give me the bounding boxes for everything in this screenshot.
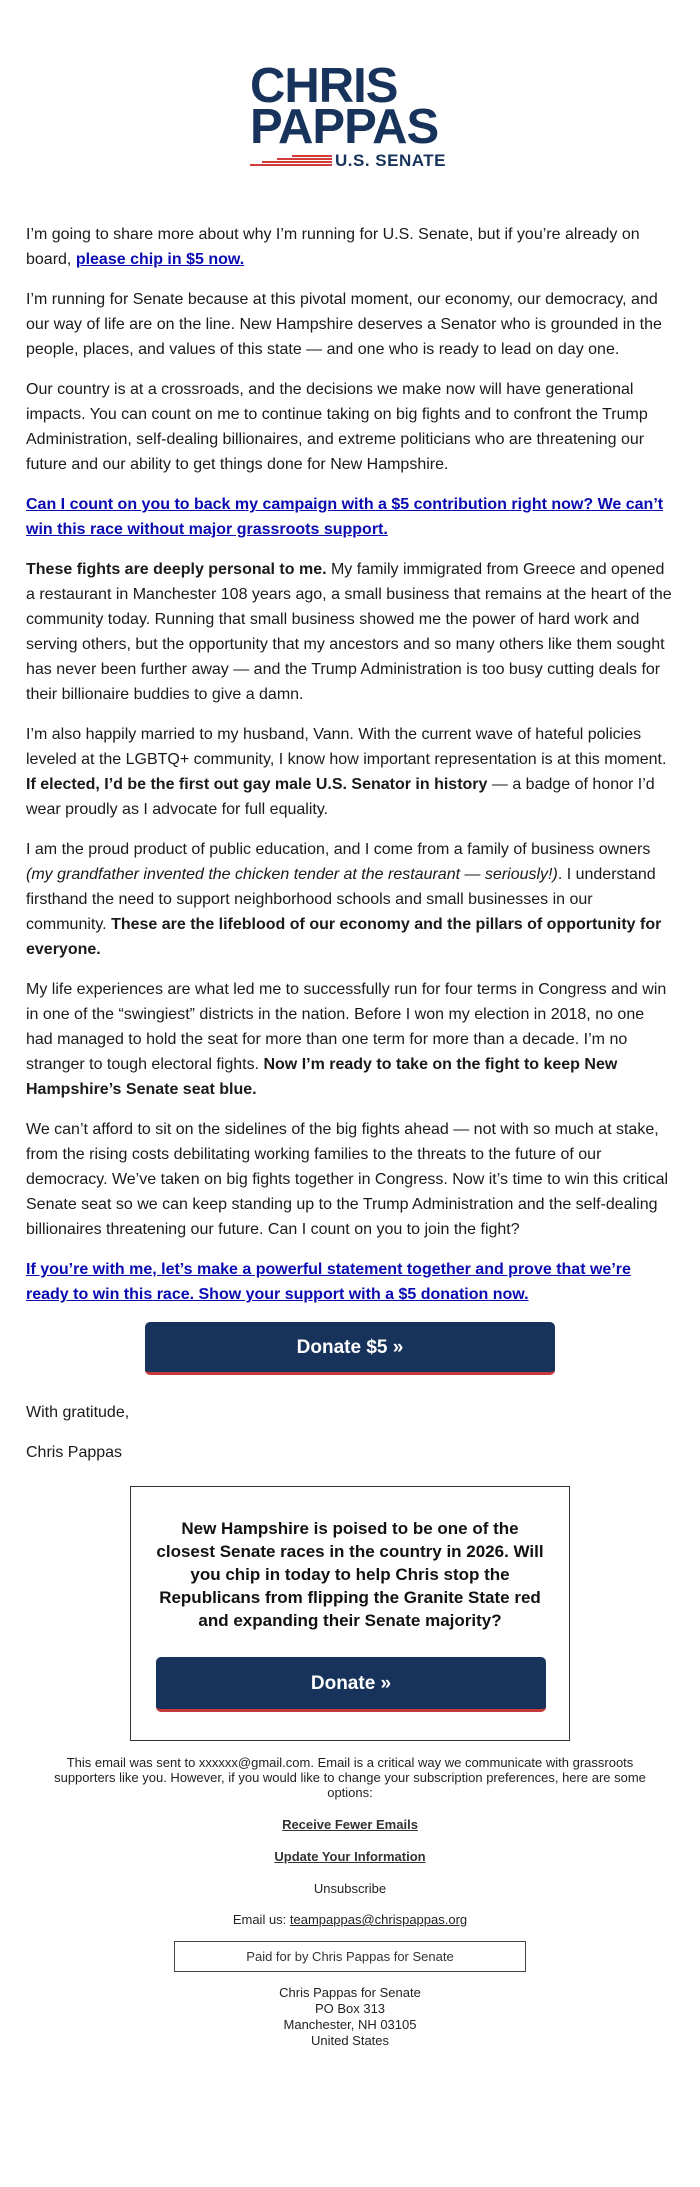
logo-last-name: PAPPAS — [250, 100, 439, 154]
address-country: United States — [310, 2033, 390, 2048]
paragraph-experience — [26, 977, 674, 1102]
unsubscribe-link[interactable]: Unsubscribe — [313, 1881, 387, 1896]
chip-in-link[interactable]: please chip in $5 now. — [75, 251, 245, 268]
footer-email — [0, 1912, 700, 1927]
cta-paragraph-2 — [26, 1257, 674, 1307]
campaign-logo[interactable] — [0, 0, 700, 178]
email-address-link[interactable]: teampappas@chrispappas.org — [289, 1912, 468, 1927]
receive-fewer-emails-link[interactable]: Receive Fewer Emails — [282, 1817, 418, 1832]
flag-stripes-icon — [250, 154, 332, 168]
cta-paragraph-1 — [26, 492, 674, 542]
family-text: My family immigrated from Greece and opened a restaurant in Manchester 108 years ago, a small business that remains at the heart of the community today. Running that small business showed me the power of hard work and serving others, but the opportunity that my ancestors and so many others like them sought has never been further away — and the Trump Administration is too busy cutting deals for their billionaire buddies to give a damn. — [26, 561, 672, 703]
paid-for-disclaimer: Paid for by Chris Pappas for Senate — [174, 1941, 526, 1972]
logo-first-name: CHRIS — [250, 59, 398, 113]
address-po-box: PO Box 313 — [314, 2001, 386, 2016]
paragraph-sidelines: We can’t afford to sit on the sidelines of the big fights ahead — not with so much at stake, from the rising costs debilitating working families to the threats to the future of our democracy. We’ve taken on big fights together in Congress. Now it’s time to win this critical Senate seat so we can keep standing up to the Trump Administration and the self-dealing billionaires threatening our future. Can I count on you to join the fight? — [26, 1121, 669, 1238]
paragraph-why-running: I’m running for Senate because at this pivotal moment, our economy, our democracy, and our way of life are on the line. New Hampshire deserves a Senator who is grounded in the people, places, and values of this state — and one who is ready to lead on day one. — [26, 291, 662, 358]
mailing-address — [0, 1985, 700, 2049]
husband-text-2: — a badge of honor I’d wear proudly as I advocate for full equality. — [26, 776, 655, 818]
donate-5-button[interactable]: Donate $5 » — [145, 1322, 555, 1375]
email-body — [0, 222, 700, 1465]
donation-link[interactable]: If you’re with me, let’s make a powerful statement together and prove that we’re ready to win this race. Show your support with a $5 donation now. — [26, 1261, 631, 1303]
paragraph-husband — [26, 722, 674, 822]
callout-text: New Hampshire is poised to be one of the closest Senate races in the country in 2026. Will you chip in today to help Chris stop the Republicans from flipping the Granite State red and expanding their Senate majority? — [156, 1519, 544, 1630]
logo-subtitle: U.S. SENATE — [335, 151, 446, 170]
paragraph-family — [26, 557, 674, 707]
education-text-2: . I understand firsthand the need to support neighborhood schools and small businesses in our community. — [26, 866, 656, 933]
signoff-closing: With gratitude, — [26, 1404, 130, 1421]
husband-text-1: I’m also happily married to my husband, Vann. With the current wave of hateful policies leveled at the LGBTQ+ community, I know how important representation is at this moment. — [26, 726, 667, 768]
paragraph-education — [26, 837, 674, 962]
contribution-link[interactable]: Can I count on you to back my campaign with a $5 contribution right now? We can’t win this race without major grassroots support. — [26, 496, 664, 538]
email-label: Email us: — [232, 1912, 290, 1927]
family-bold-text: These fights are deeply personal to me. — [26, 561, 327, 578]
experience-text: My life experiences are what led me to successfully run for four terms in Congress and win in one of the “swingiest” districts in the nation. Before I won my election in 2018, no one had managed to hold the seat for more than one term for more than a decade. I’m no stranger to tough electoral fights. — [26, 981, 667, 1073]
callout-box — [130, 1486, 570, 1741]
husband-bold-text: If elected, I’d be the first out gay male U.S. Senator in history — [26, 776, 488, 793]
footer — [0, 1755, 700, 2049]
experience-bold-text: Now I’m ready to take on the fight to keep New Hampshire’s Senate seat blue. — [26, 1056, 618, 1098]
education-text-1: I am the proud product of public education, and I come from a family of business owners — [26, 841, 651, 858]
footer-intro: This email was sent to xxxxxx@gmail.com. Email is a critical way we communicate with grassroots supporters like you. However, if you would like to change your subscription preferences, here are some options: — [54, 1755, 646, 1800]
paragraph-crossroads: Our country is at a crossroads, and the decisions we make now will have generational impacts. You can count on me to continue taking on big fights and to confront the Trump Administration, self-dealing billionaires, and extreme politicians who are threatening our future and our ability to get things done for New Hampshire. — [26, 381, 648, 473]
paragraph-intro — [26, 222, 674, 272]
donate-button[interactable]: Donate » — [156, 1657, 546, 1712]
address-city: Manchester, NH 03105 — [283, 2017, 417, 2032]
address-org: Chris Pappas for Senate — [279, 1985, 421, 2000]
update-information-link[interactable]: Update Your Information — [274, 1849, 426, 1864]
signoff-name: Chris Pappas — [26, 1444, 123, 1461]
education-bold-text: These are the lifeblood of our economy and the pillars of opportunity for everyone. — [26, 916, 662, 958]
education-italic-text: (my grandfather invented the chicken tender at the restaurant — seriously!) — [26, 866, 558, 883]
paragraph-intro-text: I’m going to share more about why I’m running for U.S. Senate, but if you’re already on board, — [26, 226, 640, 268]
